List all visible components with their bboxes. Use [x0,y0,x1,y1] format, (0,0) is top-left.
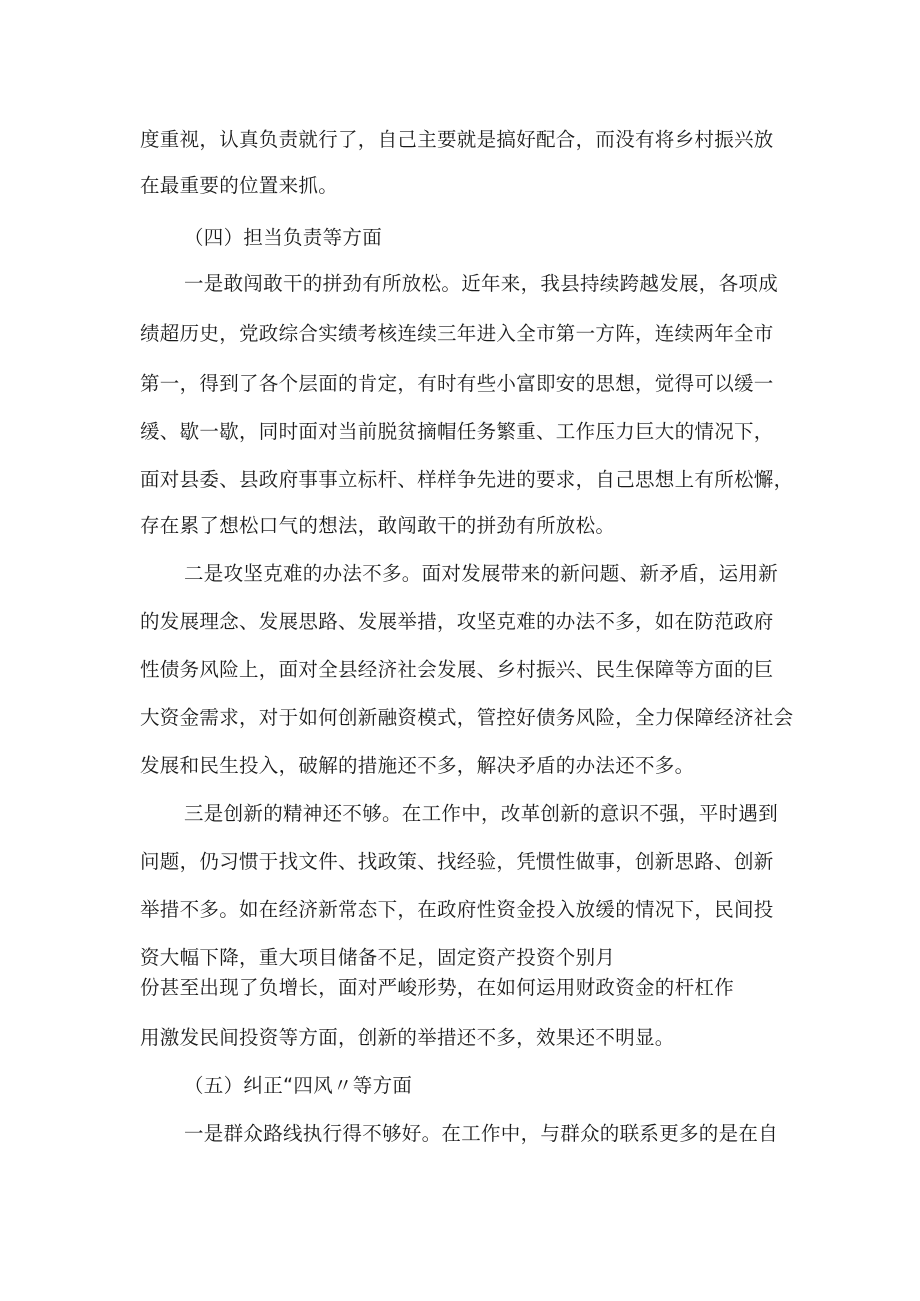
paragraph-line: 举措不多。如在经济新常态下，在政府性资金投入放缓的情况下，民间投 [140,898,774,921]
paragraph-line: 性债务风险上，面对全县经济社会发展、乡村振兴、民生保障等方面的巨 [140,658,774,681]
paragraph-line: 二是攻坚克难的办法不多。面对发展带来的新问题、新矛盾，运用新 [184,562,779,585]
paragraph-line: 发展和民生投入，破解的措施还不多，解决矛盾的办法还不多。 [140,754,695,777]
paragraph-line: 的发展理念、发展思路、发展举措，攻坚克难的办法不多，如在防范政府 [140,610,774,633]
paragraph-line: 资大幅下降，重大项目储备不足，固定资产投资个别月 [140,946,616,969]
paragraph-line: 面对县委、县政府事事立标杆、样样争先进的要求，自己思想上有所松懈， [140,468,794,491]
paragraph-line: 一是敢闯敢干的拼劲有所放松。近年来，我县持续跨越发展，各项成 [184,272,779,295]
paragraph-line: 份甚至出现了负增长，面对严峻形势，在如何运用财政资金的杆杠作 [140,976,735,999]
paragraph-line: 缓、歇一歇，同时面对当前脱贫摘帽任务繁重、工作压力巨大的情况下， [140,420,774,443]
paragraph-line: 大资金需求，对于如何创新融资模式，管控好债务风险，全力保障经济社会 [140,706,794,729]
section-heading: （五）纠正“四风〃等方面 [184,1074,413,1097]
paragraph-line: 第一，得到了各个层面的肯定，有时有些小富即安的思想，觉得可以缓一 [140,372,774,395]
paragraph-line: 用激发民间投资等方面，创新的举措还不多，效果还不明显。 [140,1026,675,1049]
paragraph-line: 一是群众路线执行得不够好。在工作中，与群众的联系更多的是在自 [184,1122,779,1145]
paragraph-line: 三是创新的精神还不够。在工作中，改革创新的意识不强，平时遇到 [184,802,779,825]
paragraph-line: 绩超历史，党政综合实绩考核连续三年进入全市第一方阵，连续两年全市 [140,322,774,345]
paragraph-line: 存在累了想松口气的想法，敢闯敢干的拼劲有所放松。 [140,514,616,537]
paragraph-line: 度重视，认真负责就行了，自己主要就是搞好配合，而没有将乡村振兴放 [140,128,774,151]
section-heading: （四）担当负责等方面 [184,226,383,249]
paragraph-line: 在最重要的位置来抓。 [140,174,339,197]
paragraph-line: 问题，仍习惯于找文件、找政策、找经验，凭惯性做事，创新思路、创新 [140,850,774,873]
